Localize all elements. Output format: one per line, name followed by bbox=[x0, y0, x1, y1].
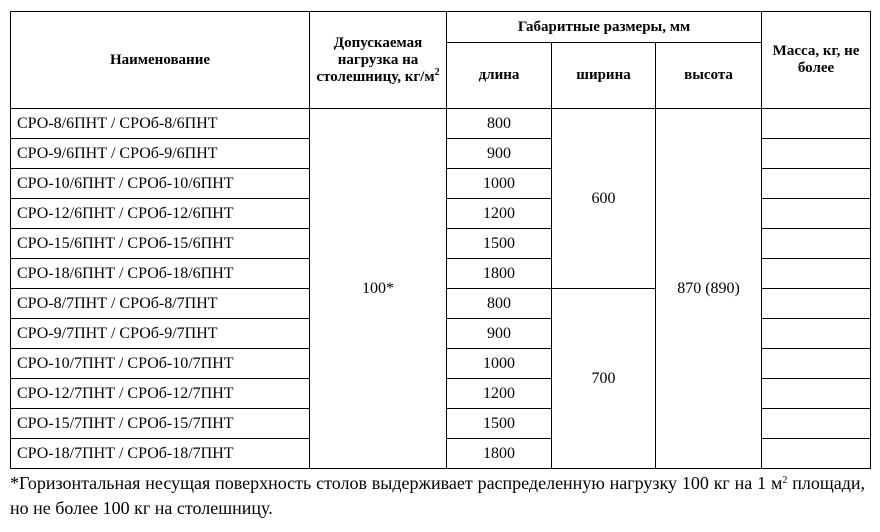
cell-length: 1800 bbox=[447, 439, 552, 469]
footnote bbox=[10, 471, 865, 521]
cell-name: СРО-8/6ПНТ / СРОб-8/6ПНТ bbox=[11, 109, 310, 139]
specifications-table bbox=[10, 11, 871, 469]
footnote-sup: 2 bbox=[782, 475, 788, 486]
header-load-sup: 2 bbox=[434, 66, 440, 78]
cell-length: 1500 bbox=[447, 229, 552, 259]
cell-name: СРО-9/7ПНТ / СРОб-9/7ПНТ bbox=[11, 319, 310, 349]
cell-name: СРО-12/7ПНТ / СРОб-12/7ПНТ bbox=[11, 379, 310, 409]
table-body bbox=[11, 109, 871, 469]
cell-mass bbox=[762, 409, 871, 439]
header-load-text: Допускаемая нагрузка на столешницу, кг/м bbox=[316, 34, 435, 85]
cell-name: СРО-8/7ПНТ / СРОб-8/7ПНТ bbox=[11, 289, 310, 319]
cell-mass bbox=[762, 439, 871, 469]
header-load bbox=[310, 12, 447, 109]
cell-length: 1000 bbox=[447, 169, 552, 199]
cell-load: 100* bbox=[310, 109, 447, 469]
cell-length: 800 bbox=[447, 289, 552, 319]
cell-mass bbox=[762, 139, 871, 169]
cell-length: 1200 bbox=[447, 199, 552, 229]
cell-length: 1500 bbox=[447, 409, 552, 439]
header-height: высота bbox=[656, 43, 762, 109]
footnote-text: *Горизонтальная несущая поверхность столов выдерживает распределенную нагрузку 100 кг на 1 м bbox=[10, 473, 783, 493]
cell-length: 1200 bbox=[447, 379, 552, 409]
cell-width-700: 700 bbox=[552, 289, 656, 469]
cell-name: СРО-18/6ПНТ / СРОб-18/6ПНТ bbox=[11, 259, 310, 289]
cell-mass bbox=[762, 259, 871, 289]
cell-mass bbox=[762, 349, 871, 379]
header-width: ширина bbox=[552, 43, 656, 109]
cell-name: СРО-9/6ПНТ / СРОб-9/6ПНТ bbox=[11, 139, 310, 169]
cell-length: 900 bbox=[447, 139, 552, 169]
cell-mass bbox=[762, 319, 871, 349]
cell-name: СРО-15/6ПНТ / СРОб-15/6ПНТ bbox=[11, 229, 310, 259]
header-dimensions: Габаритные размеры, мм bbox=[447, 12, 762, 43]
footnote-text-end: площади, но не более 100 кг на столешницу. bbox=[10, 473, 865, 518]
cell-height: 870 (890) bbox=[656, 109, 762, 469]
cell-length: 900 bbox=[447, 319, 552, 349]
cell-name: СРО-15/7ПНТ / СРОб-15/7ПНТ bbox=[11, 409, 310, 439]
cell-mass bbox=[762, 379, 871, 409]
cell-name: СРО-12/6ПНТ / СРОб-12/6ПНТ bbox=[11, 199, 310, 229]
header-length: длина bbox=[447, 43, 552, 109]
cell-length: 1800 bbox=[447, 259, 552, 289]
cell-length: 800 bbox=[447, 109, 552, 139]
cell-length: 1000 bbox=[447, 349, 552, 379]
cell-mass bbox=[762, 199, 871, 229]
table-row bbox=[11, 109, 871, 139]
cell-mass bbox=[762, 169, 871, 199]
cell-mass bbox=[762, 109, 871, 139]
cell-name: СРО-10/7ПНТ / СРОб-10/7ПНТ bbox=[11, 349, 310, 379]
cell-name: СРО-10/6ПНТ / СРОб-10/6ПНТ bbox=[11, 169, 310, 199]
cell-name: СРО-18/7ПНТ / СРОб-18/7ПНТ bbox=[11, 439, 310, 469]
cell-mass bbox=[762, 289, 871, 319]
header-mass: Масса, кг, не более bbox=[762, 12, 871, 109]
cell-width-600: 600 bbox=[552, 109, 656, 289]
cell-mass bbox=[762, 229, 871, 259]
header-name: Наименование bbox=[11, 12, 310, 109]
